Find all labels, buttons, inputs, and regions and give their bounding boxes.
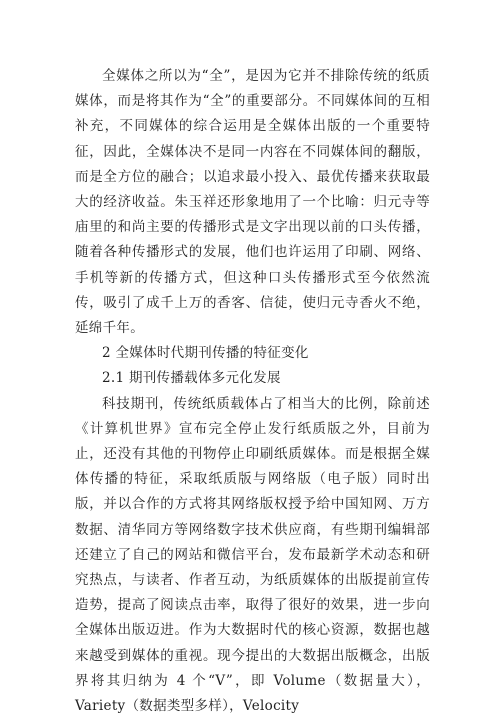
- subsection-heading-2-1: 2.1 期刊传播载体多元化发展: [102, 370, 281, 387]
- document-body: [75, 64, 430, 719]
- paragraph-journal-carriers: 科技期刊，传统纸质载体占了相当大的比例，除前述《计算机世界》宣布完全停止发行纸质版之外，目前为止，还没有其他的刊物停止印刷纸质媒体。而是根据全媒体传播的特征，采取纸质版与网络版（电子版）同时出版，并以合作的方式将其网络版权授予给中国知网、万方数据、清华同方等网络数字技术供应商，有些期刊编辑部还建立了自己的网站和微信平台，发布最新学术动态和研究热点，与读者、作者互动，为纸质媒体的出版提前宣传造势，提高了阅读点击率，取得了很好的效果，进一步向全媒体出版迈进。作为大数据时代的核心资源，数据也越来越受到媒体的重视。现今提出的大数据出版概念，出版界将其归纳为 4 个“V”，即 Volume（数据量大），Variety（数据类型多样），Velocity: [75, 395, 430, 715]
- section-heading-2: 2 全媒体时代期刊传播的特征变化: [102, 345, 309, 362]
- paragraph-media-fusion: 全媒体之所以为“全”，是因为它并不排除传统的纸质媒体，而是将其作为“全”的重要部分。不同媒体间的互相补充，不同媒体的综合运用是全媒体出版的一个重要特征，因此，全媒体决不是同一内容在不同媒体间的翻版，而是全方位的融合；以追求最小投入、最优传播来获取最大的经济收益。朱玉祥还形象地用了一个比喻：归元寺等庙里的和尚主要的传播形式是文字出现以前的口头传播，随着各种传播形式的发展，他们也许运用了印刷、网络、手机等新的传播方式，但这种口头传播形式至今依然流传，吸引了成千上万的香客、信徒，使归元寺香火不绝，延绵千年。: [75, 68, 430, 337]
